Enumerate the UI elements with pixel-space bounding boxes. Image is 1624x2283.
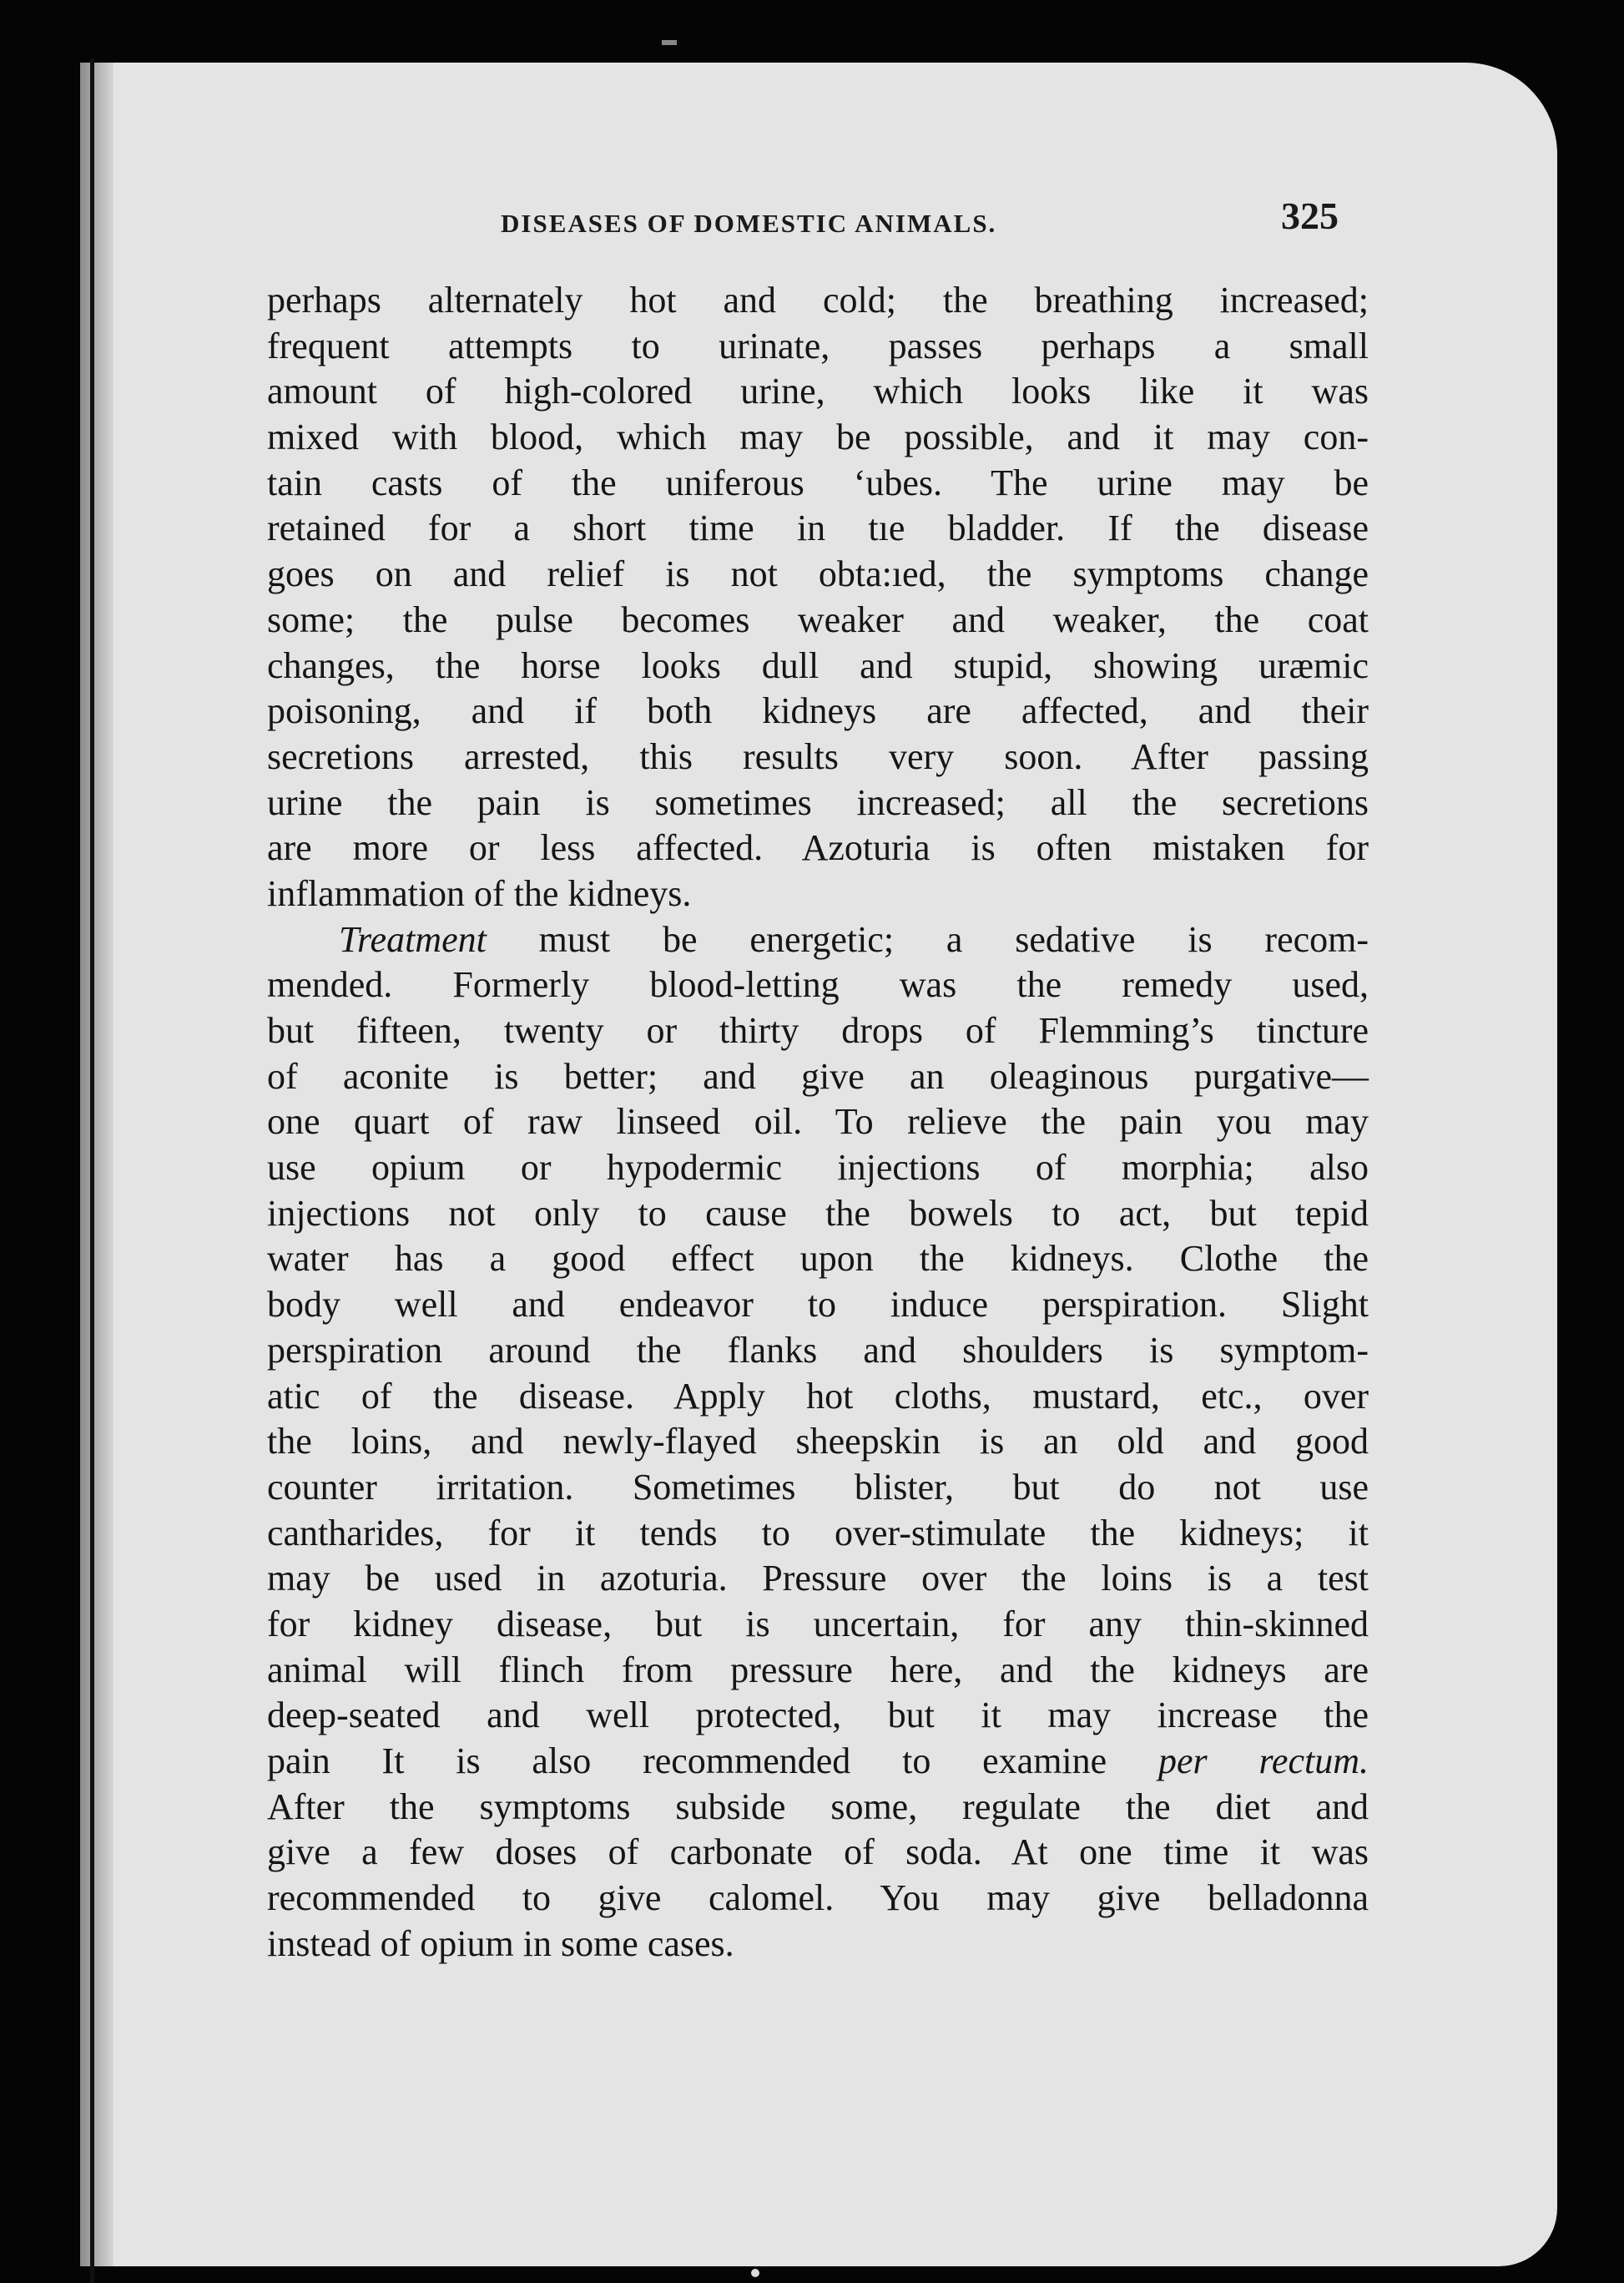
text-line: After the symptoms subside some, regulate the diet and bbox=[267, 1785, 1369, 1827]
text-line: tain casts of the uniferous ‘ubes. The urine may be bbox=[267, 462, 1369, 503]
running-title: DISEASES OF DOMESTIC ANIMALS. bbox=[501, 209, 997, 238]
text-line: use opium or hypodermic injections of morphia; also bbox=[267, 1147, 1369, 1189]
scan-speck bbox=[751, 2269, 759, 2277]
text-line: counter irritation. Sometimes blister, but do not use bbox=[267, 1466, 1369, 1508]
text-line: urine the pain is sometimes increased; all the secretions bbox=[267, 781, 1369, 823]
text-line: animal will flinch from pressure here, and the kidneys are bbox=[267, 1649, 1369, 1690]
treatment-heading: Treatment bbox=[339, 918, 487, 960]
text-line: perspiration around the flanks and shoulders is symptom- bbox=[267, 1329, 1369, 1371]
text-line: are more or less affected. Azoturia is often mistaken for bbox=[267, 827, 1369, 869]
scan-speck bbox=[662, 40, 677, 45]
text-line bbox=[267, 917, 1369, 963]
text-line: recommended to give calomel. You may give belladonna bbox=[267, 1877, 1369, 1919]
body-text bbox=[267, 278, 1369, 1967]
text-line: changes, the horse looks dull and stupid, showing uræmic bbox=[267, 644, 1369, 686]
text-line: amount of high-colored urine, which looks like it was bbox=[267, 371, 1369, 412]
text-line: of aconite is better; and give an oleaginous purgative— bbox=[267, 1055, 1369, 1097]
text-line: poisoning, and if both kidneys are affected, and their bbox=[267, 690, 1369, 732]
text-line: deep-seated and well protected, but it may increase the bbox=[267, 1695, 1369, 1736]
text-line: perhaps alternately hot and cold; the breathing increased; bbox=[267, 280, 1369, 321]
text-line: goes on and relief is not obta:ıed, the symptoms change bbox=[267, 553, 1369, 595]
text-line: may be used in azoturia. Pressure over the loins is a test bbox=[267, 1558, 1369, 1599]
latin-phrase: per rectum. bbox=[1157, 1740, 1369, 1781]
running-head bbox=[0, 142, 1624, 238]
text-line: body well and endeavor to induce perspiration. Slight bbox=[267, 1284, 1369, 1326]
text-line: give a few doses of carbonate of soda. At one time it was bbox=[267, 1831, 1369, 1873]
text-line: cantharides, for it tends to over-stimulate the kidneys; it bbox=[267, 1512, 1369, 1553]
text-line: but fifteen, twenty or thirty drops of Flemming’s tincture bbox=[267, 1010, 1369, 1051]
text-line: atic of the disease. Apply hot cloths, mustard, etc., over bbox=[267, 1375, 1369, 1417]
text-line: for kidney disease, but is uncertain, for any thin-skinned bbox=[267, 1603, 1369, 1644]
text-line bbox=[267, 1739, 1369, 1785]
text-fragment: pain It is also recommended to examine bbox=[267, 1740, 1158, 1781]
text-line: mended. Formerly blood-letting was the remedy used, bbox=[267, 964, 1369, 1006]
text-line: secretions arrested, this results very soon. After passing bbox=[267, 735, 1369, 777]
text-line: the loins, and newly-flayed sheepskin is an old and good bbox=[267, 1421, 1369, 1462]
text-line: injections not only to cause the bowels to act, but tepid bbox=[267, 1192, 1369, 1234]
page-number: 325 bbox=[1281, 194, 1339, 237]
text-line: water has a good effect upon the kidneys. Clothe the bbox=[267, 1238, 1369, 1280]
text-line: inflammation of the kidneys. bbox=[267, 872, 692, 914]
gutter-edge bbox=[90, 58, 94, 2283]
text-line: retained for a short time in tıe bladder. If the disease bbox=[267, 508, 1369, 549]
text-line: mixed with blood, which may be possible, and it may con- bbox=[267, 417, 1369, 458]
text-line: instead of opium in some cases. bbox=[267, 1922, 734, 1964]
text-line: one quart of raw linseed oil. To relieve the pain you may bbox=[267, 1101, 1369, 1143]
gutter-shadow bbox=[80, 63, 113, 2266]
text-line: some; the pulse becomes weaker and weaker, the coat bbox=[267, 599, 1369, 640]
text-line: frequent attempts to urinate, passes perhaps a small bbox=[267, 325, 1369, 366]
text-fragment: must be energetic; a sedative is recom- bbox=[486, 918, 1369, 960]
